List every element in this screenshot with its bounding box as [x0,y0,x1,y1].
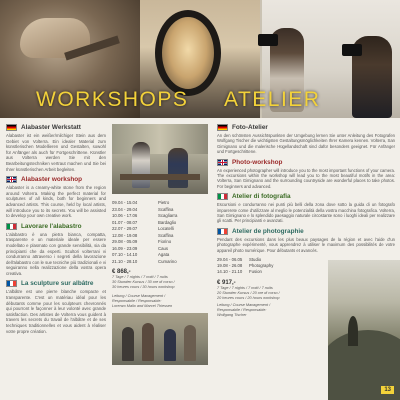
section-text: An den schönsten Aussichtspunkten der Umgebung lernen Sie unter Anleitung des Fotografen Wolfgang Tischer die wichtigsten Gestaltungsmöglichkeiten Ihrer Kamera kennen. Volterra, San Gimignano und die malerische Hügellandschaft sind dafür besonders geeignet. Für Anfänger und Fortgeschrittene. [217,133,395,155]
section-text: Escursioni e condurranno nei punti più belli della zona dove sotto la guida di un fotografo imparerete come d'utilizzare al meglio le potenzialità della vostra macchina fotografica. Volterra, San Gimignano e lo splendido paesaggio naturale circostante sono i luoghi ideali per realizzare gli scatti. Per principianti e avanzati. [217,202,395,224]
camera-icon [342,44,362,56]
section-text: An experienced photographer will introduce you to the most important functions of your camera. The excursions within the workshop will lead you to the most beautiful motifs in the area: Volterra, San Gimignano and the surrounding countryside are wonderful places to take photos. For beginners and advanced. [217,167,395,189]
price-details: 7 Tage / 7 nights / 7 notti / 7 nuits 20 Stunden Kursus / 20 ore di corso / 20 heures cours / 20 hours workshop [217,286,280,300]
french-flag-icon [217,228,228,235]
course-leader: Leitung / Course Management / Responsabile / Responsable: Lorenzo Mallo and Marcel Thiessen [112,294,173,308]
section-title: Atelier di fotografia [232,193,291,201]
german-flag-icon [217,124,228,131]
header-banner [0,0,400,118]
camera-icon [258,34,278,46]
price-photo: € 917,- [217,280,236,287]
page-number: 13 [381,386,394,394]
section-head-photo-fr [217,228,395,235]
schedule-table [112,200,208,265]
table-row: 10.06 - 17.06 Scagliarra [112,213,178,218]
british-flag-icon [217,159,228,166]
section-head-photo-it [217,193,395,200]
photo-oval-frame [155,10,221,96]
table-row: 23.04 - 29.04 Scaffina [112,206,174,212]
section-title: Atelier de photographie [232,227,304,235]
column-alabaster-schedule [112,124,208,365]
table-row: 19.08 - 26.08 Photography [217,263,274,269]
section-title: Lavorare l'alabastro [21,222,82,230]
table-row: 16.09 - 23.09 Caus [112,245,169,251]
table-row: 09.04 - 15.04 Pietro [112,200,170,205]
german-flag-icon [6,124,17,131]
british-flag-icon [6,176,17,183]
section-text: Pendant des excursions dans les plus beaux paysages de la région et avec l'aide d'un photographe expérimenté, vous apprendrez à utiliser le maximum des possibilités de votre appareil photo numérique. Pour débutants et avancés. [217,236,395,253]
price-details: 7 Tage / 7 nights / 7 notti / 7 nuits 30 Stunden Kursus / 30 ore di corso / 30 heures cours / 30 hours workshop [112,275,175,289]
italian-flag-icon [6,223,17,230]
section-title: Alabaster workshop [21,176,83,184]
section-text: L'albâtre est une pierre blanche compacte et transparente. C'est un matériau idéal pour les débutants comme pour les sculpteurs chevronnés qui pourront le façonner à leur volonté avec grande satisfaction. Des artistes de Volterra vous guident à travers les secrets du travail de l'albâtre et de ses techniques traditionnelles et vous aident à réaliser votre propre création. [6,289,106,334]
section-head-alabaster-de [6,124,106,131]
table-row: 22.07 - 29.07 Locatelli [112,226,174,231]
section-title: Photo-workshop [232,158,283,166]
title-atelier: ATELIER [224,88,321,111]
section-title: Alabaster Werkstatt [21,124,81,131]
table-row: 29.04 - 06.05 Studio [217,257,262,263]
section-title: La sculpture sur albâtre [21,280,94,288]
photo-group-students [112,313,208,365]
table-row: 21.10 - 28.10 Cumarino [112,258,177,264]
table-row: 14.10 - 21.10 Fusion [217,269,262,275]
column-alabaster-text [6,124,106,338]
table-row: 01.07 - 08.07 Bardaglio [112,219,177,225]
section-head-alabaster-en [6,176,106,183]
price-alabaster: € 868,- [112,269,131,275]
french-flag-icon [6,280,17,287]
photo-workshop-interior [112,124,208,194]
section-head-photo-en [217,159,395,166]
section-text: Alabaster ist ein weißer/milchiger Stein aus dem Gebiet von Volterra. Ein idealer Material zum künstlerischen Modellieren und Gestalten, sowohl für Anfänger als auch für Fortgeschrittene. Künstler aus Volterra werden Sie mit den Bearbeitungstechniken vertraut machen und Sie bei Ihrer künstlerischen Arbeit begleiten. [6,133,106,172]
title-workshops: WORKSHOPS [36,88,189,111]
table-row: 29.08 - 05.09 Fiorino [112,239,172,244]
section-title: Foto-Atelier [232,124,268,131]
section-head-alabaster-it [6,223,106,230]
table-row: 12.08 - 19.08 Scaffina [112,232,174,238]
course-leader: Leitung / Course Management / Responsabile / Responsable: Wolfgang Tischer [217,303,271,318]
section-head-alabaster-fr [6,280,106,287]
section-text: L'alabastro è una pietra bianca, compatta, trasparente e un materiale ideale per essere modellato e plasmato con grande sensibilità, sia da principianti che da esperti. Scultori volterrani vi condurranno attraverso i segreti della lavorazione dell'alabastro con le sue tecniche più tradizionali e vi seguiranno nella realizzazione della vostra opera creativa. [6,231,106,276]
section-head-photo-de [217,124,395,131]
italian-flag-icon [217,193,228,200]
section-text: Alabaster is a creamy-white stone from the region around Volterra. Making the perfect material for sculptures of all kinds, both for beginners and advanced artists. This course, held by local artists, will introduce you to its secrets. You will be assisted to develop your own creative work. [6,185,106,219]
photo-landscape-sunset [328,260,400,400]
table-row: 07.10 - 14.10 Agata [112,252,170,257]
